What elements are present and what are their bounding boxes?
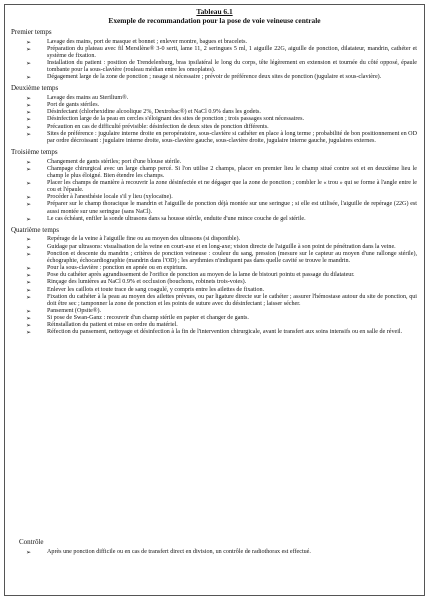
item-text: Changement de gants stériles; port d'une blouse stérile. xyxy=(47,158,182,165)
section-list xyxy=(5,95,424,145)
item-text: Désinfectant (chlorhexidine alcoolique 2%, Dextrobac®) et NaCl 0.9% dans les godets. xyxy=(47,109,261,116)
section-controle xyxy=(5,538,424,556)
item-text: Guidage par ultrasons: visualisation de la veine en court-axe et en long-axe; vision directe de l'aiguille à son point de pénétration dans la veine. xyxy=(47,243,396,250)
list-item xyxy=(5,95,424,102)
section-title: Contrôle xyxy=(19,538,44,546)
item-text: Après une ponction difficile ou en cas de transfert direct en division, un contrôle de radiothorax est effectué. xyxy=(47,548,311,555)
item-text: Pansement (Opsite®). xyxy=(47,308,102,314)
list-item xyxy=(5,159,424,166)
arrow-bullet-icon: ➢ xyxy=(26,215,32,223)
arrow-bullet-icon: ➢ xyxy=(26,286,32,294)
section xyxy=(5,28,424,81)
list-item xyxy=(5,46,424,60)
item-text: Enlever les caillots et toute trace de sang coagulé, y compris entre les ailettes de fixation. xyxy=(47,286,265,293)
list-item xyxy=(5,124,424,131)
section-list xyxy=(5,236,424,336)
table-caption: Exemple de recommandation pour la pose de voie veineuse centrale xyxy=(108,16,321,25)
item-text: Pour la sous-clavière : ponction en apnée ou en expirium. xyxy=(47,265,188,272)
arrow-bullet-icon: ➢ xyxy=(26,322,32,330)
section-title: Premier temps xyxy=(11,28,52,36)
arrow-bullet-icon: ➢ xyxy=(26,130,32,138)
section xyxy=(5,84,424,145)
list-item xyxy=(5,60,424,74)
list-item xyxy=(5,251,424,265)
arrow-bullet-icon: ➢ xyxy=(26,38,32,46)
item-text: Sites de préférence : jugulaire interne droite en peropératoire, sous-clavière si cathéter en place à long terme ; probabilité de bon positionnement en OD par ordre décroissant : jugulaire interne droite, sous-clavière gauche, sous-clavière droite, jugulaire interne gauche, jugulaires externes. xyxy=(47,130,417,144)
arrow-bullet-icon: ➢ xyxy=(26,165,32,173)
list-item xyxy=(5,236,424,243)
list-item xyxy=(5,39,424,46)
item-text: Installation du patient : position de Trendelenburg, bras ipsilatéral le long du corps, tête légèrement en extension et tournée du côté opposé, épaule tombante pour la sous-clavière (rouleau médian entre les omoplates). xyxy=(47,59,417,74)
arrow-bullet-icon: ➢ xyxy=(26,243,32,251)
list-item xyxy=(5,308,424,315)
list-item xyxy=(5,549,424,556)
item-text: Pose du cathéter après agrandissement de l'orifice de ponction au moyen de la lame de bistouri pointu et passage du dilatateur. xyxy=(47,272,355,279)
controle-list xyxy=(5,549,424,556)
item-text: Lavage des mains au Sterilium®. xyxy=(47,94,129,101)
list-item xyxy=(5,216,424,223)
arrow-bullet-icon: ➢ xyxy=(26,293,32,301)
item-text: Préparation du plateau avec fil Mersilène® 3-0 serti, lame 11, 2 seringues 5 ml, 1 aiguille 22G, aiguille de ponction, dilatateur, mandrin, cathéter et système de fixation. xyxy=(47,45,417,59)
arrow-bullet-icon: ➢ xyxy=(26,180,32,187)
arrow-bullet-icon: ➢ xyxy=(26,74,32,82)
list-item xyxy=(5,244,424,251)
arrow-bullet-icon: ➢ xyxy=(26,201,32,209)
section-list xyxy=(5,39,424,82)
arrow-bullet-icon: ➢ xyxy=(26,279,32,287)
item-text: Réinstallation du patient et mise en ordre du matériel. xyxy=(47,322,178,329)
section-title: Deuxième temps xyxy=(11,84,59,93)
item-text: Désinfection large de la peau en cercles s'éloignant des sites de ponction ; trois passages sont nécessaires. xyxy=(47,116,305,123)
arrow-bullet-icon: ➢ xyxy=(26,109,32,117)
list-item xyxy=(5,329,424,336)
section xyxy=(5,148,424,223)
recommendation-table xyxy=(4,4,425,596)
arrow-bullet-icon: ➢ xyxy=(26,272,32,280)
section-title: Troisième temps xyxy=(11,148,58,157)
item-text: Si pose de Swan-Ganz : recouvrir d'un champ stérile en papier et changer de gants. xyxy=(47,315,249,322)
list-item xyxy=(5,180,424,194)
arrow-bullet-icon: ➢ xyxy=(26,548,32,556)
arrow-bullet-icon: ➢ xyxy=(26,250,32,258)
arrow-bullet-icon: ➢ xyxy=(26,116,32,124)
section-title: Quatrième temps xyxy=(11,225,60,234)
arrow-bullet-icon: ➢ xyxy=(26,194,32,202)
item-text: Précaution en cas de difficulté prévisible: désinfection de deux sites de ponction différents. xyxy=(47,123,269,130)
item-text: Réfection du pansement, nettoyage et désinfection à la fin de l'intervention chirurgicale, avant le transfert aux soins intensifs ou en salle de réveil. xyxy=(47,329,403,336)
list-item xyxy=(5,131,424,145)
arrow-bullet-icon: ➢ xyxy=(26,308,32,315)
item-text: Rinçage des lumières au NaCl 0.9% et occlusion (bouchons, robinets trois-voies). xyxy=(47,279,247,286)
list-item xyxy=(5,201,424,215)
arrow-bullet-icon: ➢ xyxy=(26,102,32,110)
table-number: Tableau 6.1 xyxy=(196,7,233,16)
arrow-bullet-icon: ➢ xyxy=(26,158,32,166)
item-text: Procéder à l'anesthésie locale s'il y lieu (xylocaïne). xyxy=(47,194,173,201)
list-item xyxy=(5,116,424,123)
arrow-bullet-icon: ➢ xyxy=(26,265,32,273)
item-text: Dégagement large de la zone de ponction ; rasage si nécessaire ; prévoir de préférence deux sites de ponction (jugulaire et sous-clavière). xyxy=(47,74,382,81)
section-list xyxy=(5,159,424,223)
arrow-bullet-icon: ➢ xyxy=(26,329,32,337)
item-text: Fixation du cathéter à la peau au moyen des ailettes prévues, ou par ligature directe sur le cathéter ; assurer l'hémostase autour du site de ponction, qui doit être sec ; tamponner la zone de ponction et les points de suture avec du désinfectant ; laisser sécher. xyxy=(47,293,417,307)
item-text: Le cas échéant, enfiler la sonde ultrasons dans sa housse stérile, enduite d'une mince couche de gel stérile. xyxy=(47,215,306,222)
item-text: Lavage des mains, port de masque et bonnet ; enlever montre, bagues et bracelets. xyxy=(47,38,248,45)
sections-container xyxy=(5,28,424,337)
table-title xyxy=(5,5,424,25)
item-text: Port de gants stériles. xyxy=(47,102,100,109)
arrow-bullet-icon: ➢ xyxy=(26,236,32,244)
item-text: Placer les champs de manière à recouvrir la zone désinfectée et ne dégager que la zone de ponction ; combler le « trou » qui se forme à l'angle entre le cou et l'épaule. xyxy=(47,180,417,194)
list-item xyxy=(5,315,424,322)
item-text: Champage chirurgical avec un large champ percé. Si l'on utilise 2 champs, placer en premier lieu le champ situé contre soi et en deuxième lieu le champ le plus éloigné. Bien étendre les champs. xyxy=(47,165,417,179)
list-item xyxy=(5,287,424,294)
section xyxy=(5,226,424,337)
list-item xyxy=(5,279,424,286)
list-item xyxy=(5,166,424,180)
item-text: Repérage de la veine à l'aiguille fine ou au moyen des ultrasons (si disponible). xyxy=(47,236,240,243)
arrow-bullet-icon: ➢ xyxy=(26,45,32,53)
arrow-bullet-icon: ➢ xyxy=(26,123,32,131)
list-item xyxy=(5,294,424,308)
arrow-bullet-icon: ➢ xyxy=(26,315,32,323)
list-item xyxy=(5,74,424,81)
arrow-bullet-icon: ➢ xyxy=(26,94,32,102)
item-text: Préparer sur le champ thoracique le mandrin et l'aiguille de ponction déjà montée sur une seringue ; si elle est utilisée, l'aiguille de repérage (22G) est aussi montée sur une seringue (sans NaCl). xyxy=(47,201,417,215)
item-text: Ponction et descente du mandrin ; critères de ponction veineuse : couleur du sang, pression (mesure sur le capteur au moyen d'une rallonge stérile), échographie, échocardiographie (mandrin dans l'OD) ; les arythmies n'indiquent pas dans quelle cavité se trouve le mandrin. xyxy=(47,250,417,264)
arrow-bullet-icon: ➢ xyxy=(26,59,32,67)
